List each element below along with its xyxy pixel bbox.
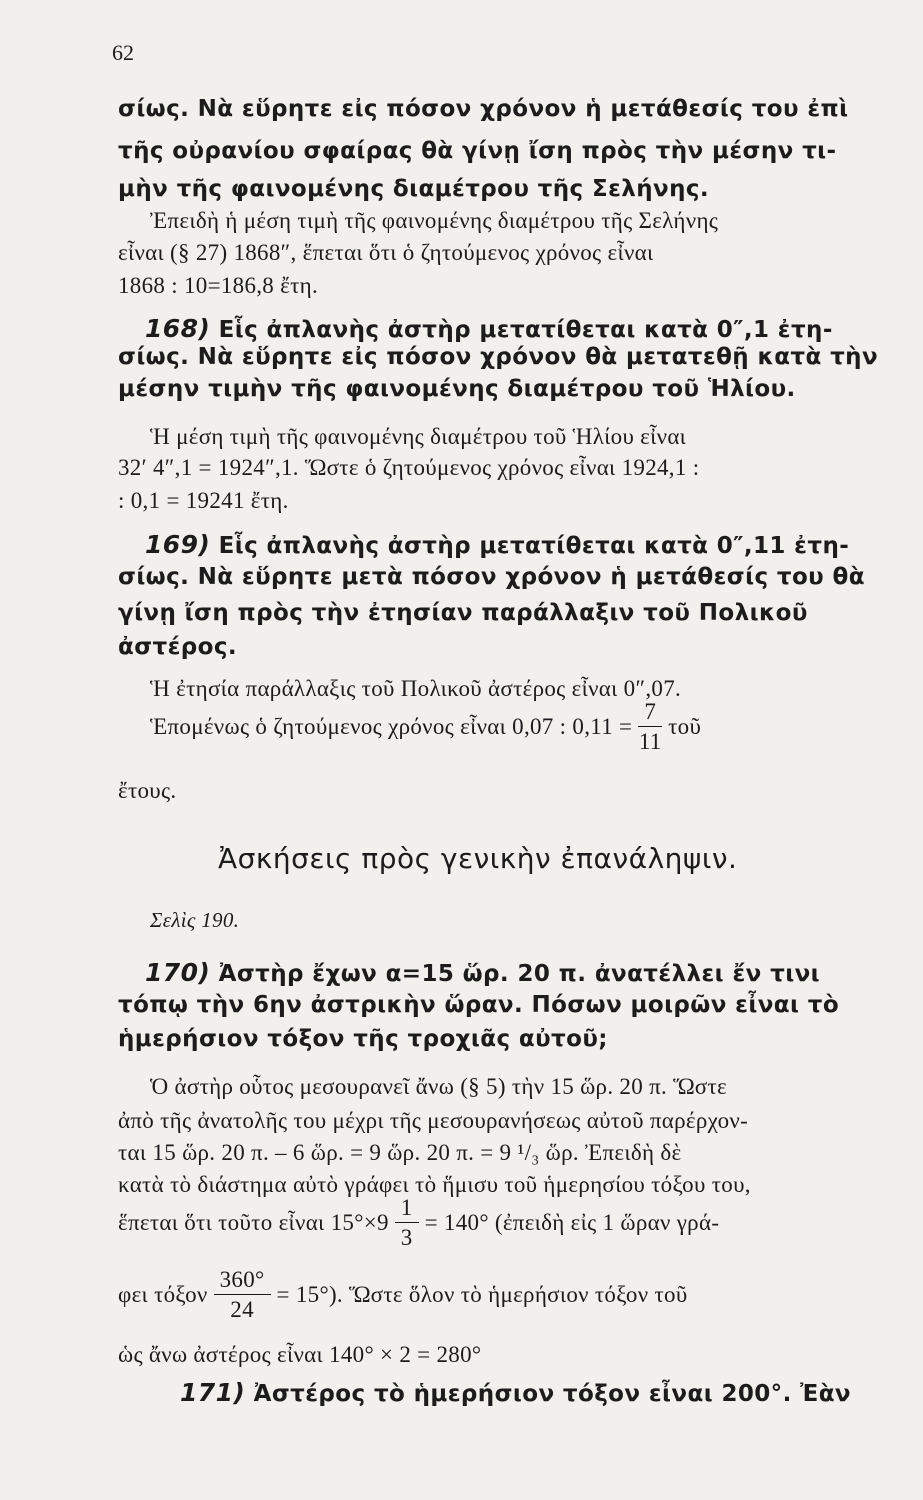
exercise-number: 168) xyxy=(145,314,211,343)
text-line: τῆς οὐρανίου σφαίρας θὰ γίνῃ ἴση πρὸς τὴν μέσην τι- xyxy=(118,138,837,164)
exercise-168 xyxy=(145,314,883,343)
section-heading: Ἀσκήσεις πρὸς γενικὴν ἐπανάληψιν. xyxy=(218,842,738,875)
text-line: Ἡ ἐτησία παράλλαξις τοῦ Πολικοῦ ἀστέρος εἶναι 0″,07. xyxy=(150,676,682,701)
text-line: 1868 : 10=186,8 ἔτη. xyxy=(118,273,319,298)
text-line: εἶναι (§ 27) 1868″, ἕπεται ὅτι ὁ ζητούμενος χρόνος εἶναι xyxy=(118,240,654,265)
text-line: ται 15 ὥρ. 20 π. – 6 ὥρ. = 9 ὥρ. 20 π. = 9 ¹/₃ ὥρ. Ἐπειδὴ δὲ xyxy=(118,1140,682,1165)
fraction xyxy=(214,1268,271,1321)
text-line: ἀπὸ τῆς ἀνατολῆς του μέχρι τῆς μεσουρανήσεως αὐτοῦ παρέρχον- xyxy=(118,1108,749,1133)
text-line: Ἀστὴρ ἔχων α=15 ὥρ. 20 π. ἀνατέλλει ἔν τινι xyxy=(218,961,820,987)
text-line: σίως. Νὰ εὕρητε εἰς πόσον χρόνον ἡ μετάθεσίς του ἐπὶ xyxy=(118,96,849,122)
page-number: 62 xyxy=(112,40,134,65)
text-line: Ἑπομένως ὁ ζητούμενος χρόνος εἶναι 0,07 : 0,11 = xyxy=(150,713,633,739)
exercise-number: 170) xyxy=(145,958,211,987)
text-line: 32′ 4″,1 = 1924″,1. Ὥστε ὁ ζητούμενος χρόνος εἶναι 1924,1 : xyxy=(118,455,700,480)
fraction xyxy=(638,700,662,753)
exercise-169 xyxy=(145,530,883,559)
fraction-denominator: 24 xyxy=(230,1297,254,1322)
text-line: Εἷς ἀπλανὴς ἀστὴρ μετατίθεται κατὰ 0″,1 ἐτη- xyxy=(218,317,833,343)
text-line: σίως. Νὰ εὕρητε εἰς πόσον χρόνον θὰ μετατεθῇ κατὰ τὴν xyxy=(118,344,879,370)
text-line: Ἀστέρος τὸ ἡμερήσιον τόξον εἶναι 200°. Ἐὰν xyxy=(253,1381,851,1407)
text-line: = 140° (ἐπειδὴ εἰς 1 ὥραν γρά- xyxy=(424,1209,720,1235)
text-line: ἀστέρος. xyxy=(118,634,238,660)
text-line: : 0,1 = 19241 ἔτη. xyxy=(118,488,289,513)
text-line: Ἐπειδὴ ἡ μέση τιμὴ τῆς φαινομένης διαμέτρου τῆς Σελήνης xyxy=(150,208,719,233)
text-line: σίως. Νὰ εὕρητε μετὰ πόσον χρόνον ἡ μετάθεσίς του θὰ xyxy=(118,564,865,590)
formula-line xyxy=(118,1268,883,1321)
section-subheading: Σελὶς 190. xyxy=(150,908,240,932)
text-line: φει τόξον xyxy=(118,1281,208,1307)
text-line: Ἡ μέση τιμὴ τῆς φαινομένης διαμέτρου τοῦ Ἡλίου εἶναι xyxy=(150,424,687,449)
text-line: μέσην τιμὴν τῆς φαινομένης διαμέτρου τοῦ Ἡλίου. xyxy=(118,376,796,402)
text-line: τόπῳ τὴν 6ην ἀστρικὴν ὥραν. Πόσων μοιρῶν εἶναι τὸ xyxy=(118,992,840,1018)
fraction-numerator: 1 xyxy=(395,1196,419,1223)
text-line: ὡς ἄνω ἀστέρος εἶναι 140° × 2 = 280° xyxy=(118,1342,482,1367)
exercise-number: 171) xyxy=(180,1378,246,1407)
formula-line xyxy=(118,1196,883,1249)
fraction-denominator: 11 xyxy=(638,729,662,754)
text-line: γίνῃ ἴση πρὸς τὴν ἐτησίαν παράλλαξιν τοῦ Πολικοῦ xyxy=(118,600,808,626)
text-line: Εἷς ἀπλανὴς ἀστὴρ μετατίθεται κατὰ 0″,11 ἐτη- xyxy=(218,533,850,559)
fraction-numerator: 7 xyxy=(638,700,662,727)
exercise-171 xyxy=(180,1378,883,1407)
text-line: ἡμερήσιον τόξον τῆς τροχιᾶς αὐτοῦ; xyxy=(118,1026,608,1052)
text-line: ἔτους. xyxy=(118,778,177,803)
fraction-denominator: 3 xyxy=(400,1225,413,1250)
text-line: κατὰ τὸ διάστημα αὐτὸ γράφει τὸ ἥμισυ τοῦ ἡμερησίου τόξου του, xyxy=(118,1172,751,1197)
fraction-numerator: 360° xyxy=(214,1268,271,1295)
text-line: τοῦ xyxy=(668,713,702,739)
text-line: = 15°). Ὥστε ὅλον τὸ ἡμερήσιον τόξον τοῦ xyxy=(276,1281,688,1307)
text-line: Ὁ ἀστὴρ οὗτος μεσουρανεῖ ἄνω (§ 5) τὴν 15 ὥρ. 20 π. Ὥστε xyxy=(150,1074,727,1099)
formula-line xyxy=(150,700,883,753)
exercise-170 xyxy=(145,958,883,987)
text-line: μὴν τῆς φαινομένης διαμέτρου τῆς Σελήνης. xyxy=(118,176,710,202)
text-line: ἕπεται ὅτι τοῦτο εἶναι 15°×9 xyxy=(118,1209,389,1235)
exercise-number: 169) xyxy=(145,530,211,559)
fraction xyxy=(395,1196,419,1249)
